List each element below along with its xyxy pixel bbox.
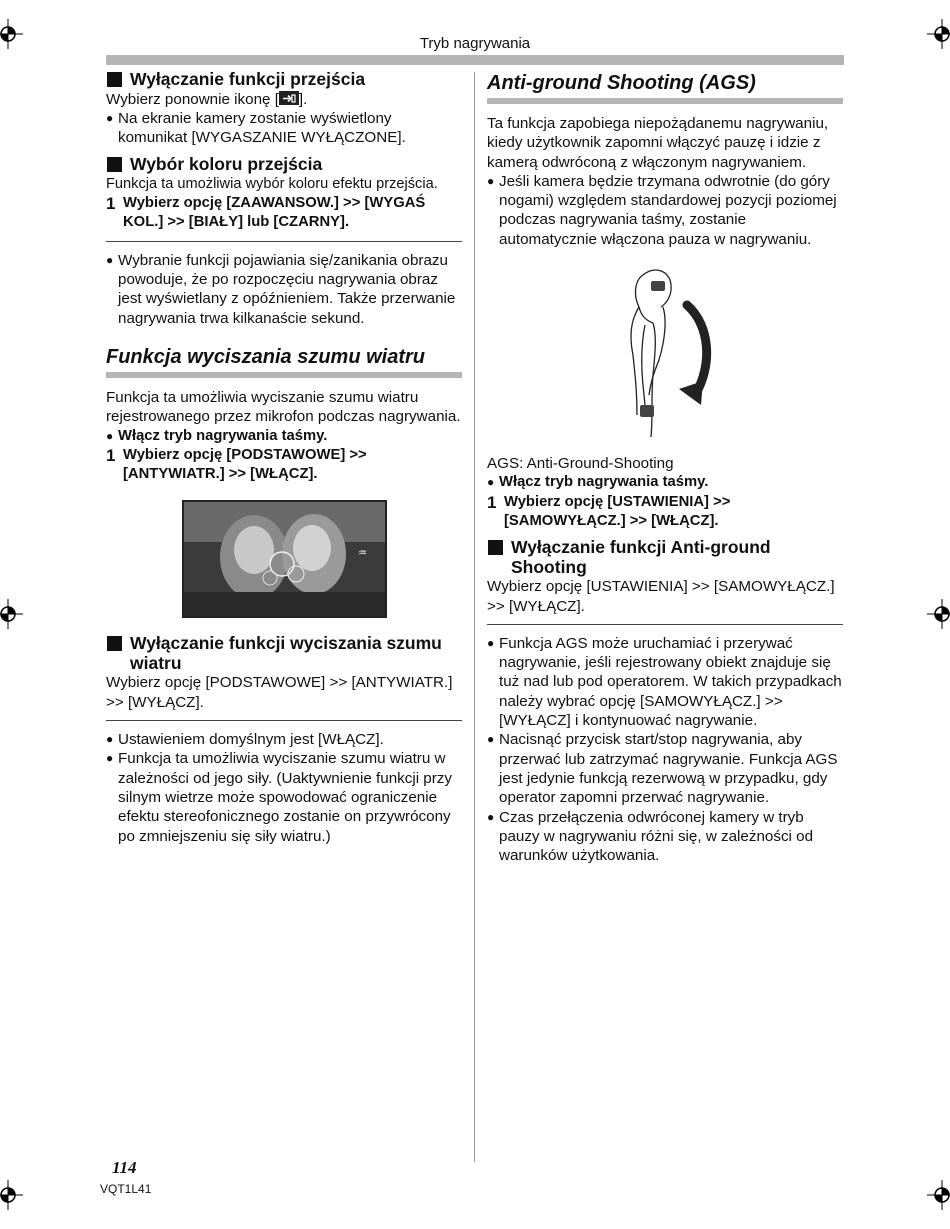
- list-item: ● Czas przełączenia odwróconej kamery w tryb pauzy w nagrywaniu różni się, w zależności od warunków użytkowania.: [487, 808, 814, 865]
- bullet-icon: ●: [106, 732, 114, 747]
- section-heading-ags-off: Wyłączanie funkcji Anti-ground Shooting: [487, 538, 843, 577]
- section-title-wind-cut: Funkcja wyciszania szumu wiatru: [106, 345, 425, 368]
- bullet-icon: ●: [487, 732, 495, 747]
- square-bullet-icon: [107, 636, 122, 651]
- bullet-icon: ●: [487, 173, 495, 188]
- ags-intro: Ta funkcja zapobiega niepożądanemu nagrywaniu, kiedy użytkownik zapomni włączyć pauzę i idzie z kamerą odwróconą z włączonym nagrywaniem.: [487, 115, 829, 171]
- list-item: ● Funkcja AGS może uruchamiać i przerywać nagrywanie, jeśli rejestrowany obiekt znajduje się tuż nad lub pod operatorem. W takich przypadkach należy wybrać opcję [SAMOWYŁĄCZ.] >> [WYŁĄCZ] i kontynuować nagrywanie.: [487, 634, 842, 730]
- bullet-icon: ●: [106, 428, 114, 443]
- step-item: 1 Wybierz opcję [PODSTAWOWE] >> [ANTYWIATR.] >> [WŁĄCZ].: [106, 445, 367, 483]
- list-item: ● Wybranie funkcji pojawiania się/zanikania obrazu powoduje, że po rozpoczęciu nagrywania obraz jest wyświetlany z opóźnieniem. Także przerwanie nagrywania trwa kilkanaście sekund.: [106, 251, 456, 327]
- section-heading-wind-cut-off: Wyłączanie funkcji wyciszania szumu wiatru: [106, 634, 462, 673]
- svg-text:♒: ♒: [358, 548, 367, 560]
- page-header-title: Tryb nagrywania: [419, 35, 531, 52]
- page-number: 114: [112, 1158, 137, 1177]
- right-column: [487, 70, 843, 865]
- list-item: ● Jeśli kamera będzie trzymana odwrotnie (do góry nogami) względem standardowej pozycji poziomej podczas nagrywania taśmy, zostanie automatycznie włączona pauza w nagrywaniu.: [487, 172, 837, 248]
- bullet-icon: ●: [487, 475, 495, 490]
- bullet-icon: ●: [487, 635, 495, 650]
- step-item: 1 Wybierz opcję [ZAAWANSOW.] >> [WYGAŚ KOL.] >> [BIAŁY] lub [CZARNY].: [106, 194, 426, 231]
- section-title-bar: [487, 98, 843, 104]
- fade-colour-intro: Funkcja ta umożliwia wybór koloru efektu przejścia.: [106, 175, 438, 192]
- bullet-icon: ●: [106, 252, 114, 267]
- divider: [106, 720, 462, 721]
- list-item: ● Funkcja ta umożliwia wyciszanie szumu wiatru w zależności od jego siły. (Uaktywnienie funkcji przy silnym wietrze może spowodować ograniczenie efektu stereofonicznego zostanie on przywrócony po zmniejszeniu się siły wiatru.): [106, 750, 452, 845]
- ags-off-text: Wybierz opcję [USTAWIENIA] >> [SAMOWYŁĄCZ.] >> [WYŁĄCZ].: [487, 578, 835, 615]
- registration-mark-mid-left: [0, 599, 23, 629]
- ags-caption: AGS: Anti-Ground-Shooting: [487, 455, 674, 473]
- divider: [487, 624, 843, 625]
- registration-mark-bottom-left: [0, 1180, 23, 1210]
- list-item: ● Ustawieniem domyślnym jest [WŁĄCZ].: [106, 731, 384, 749]
- section-title-ags: Anti-ground Shooting (AGS): [487, 72, 756, 94]
- bullet-icon: ●: [106, 110, 114, 125]
- header-bar: [106, 55, 844, 65]
- list-item: ● Włącz tryb nagrywania taśmy.: [106, 427, 462, 446]
- camera-screen-photo: [182, 500, 387, 618]
- section-title-bar: [106, 372, 462, 378]
- fade-off-text: Wybierz ponownie ikonę [ ].: [106, 90, 308, 108]
- model-code: VQT1L41: [100, 1182, 152, 1196]
- left-column: [106, 70, 462, 846]
- square-bullet-icon: [107, 72, 122, 87]
- registration-mark-mid-right: [927, 599, 950, 629]
- bullet-icon: ●: [106, 751, 114, 766]
- wind-cut-intro: Funkcja ta umożliwia wyciszanie szumu wiatru rejestrowanego przez mikrofon podczas nagrywania.: [106, 388, 461, 426]
- step-item: 1 Wybierz opcję [USTAWIENIA] >> [SAMOWYŁĄCZ.] >> [WŁĄCZ].: [487, 492, 731, 529]
- list-item: ● Na ekranie kamery zostanie wyświetlony komunikat [WYGASZANIE WYŁĄCZONE].: [106, 109, 406, 147]
- fade-icon: [279, 91, 299, 104]
- person-holding-camera-icon: [615, 265, 735, 440]
- section-heading-fade-colour: Wybór koloru przejścia: [106, 155, 462, 175]
- column-divider: [474, 72, 475, 1162]
- divider: [106, 241, 462, 242]
- bullet-icon: ●: [487, 809, 495, 824]
- registration-mark-bottom-right: [927, 1180, 950, 1210]
- list-item: ● Włącz tryb nagrywania taśmy.: [487, 473, 843, 492]
- ags-illustration: [615, 265, 735, 440]
- square-bullet-icon: [107, 157, 122, 172]
- wind-cut-off-text: Wybierz opcję [PODSTAWOWE] >> [ANTYWIATR.] >> [WYŁĄCZ].: [106, 674, 453, 711]
- square-bullet-icon: [488, 540, 503, 555]
- section-heading-fade-off: Wyłączanie funkcji przejścia: [106, 70, 462, 90]
- list-item: ● Nacisnąć przycisk start/stop nagrywania, aby przerwać lub zatrzymać nagrywanie. Funkcja AGS jest jedynie funkcją rezerwową w przypadku, gdy operator zapomni przerwać nagrywanie.: [487, 731, 838, 807]
- children-blowing-bubbles-image: [184, 502, 385, 616]
